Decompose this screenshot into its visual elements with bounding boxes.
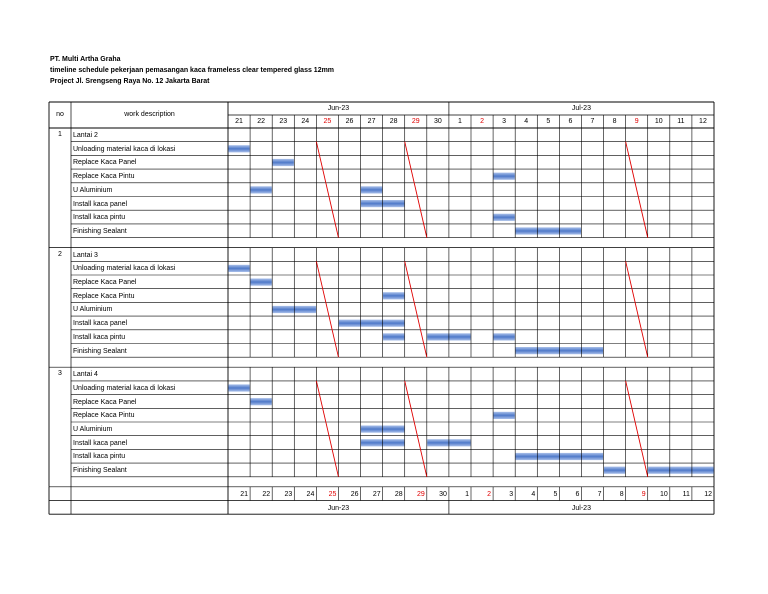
sunday-holiday-line — [316, 381, 338, 477]
document-subtitle: timeline schedule pekerjaan pemasangan kaca frameless clear tempered glass 12mm — [50, 67, 335, 74]
header-day: 21 — [235, 118, 243, 125]
schedule-bar — [361, 186, 382, 193]
footer-day: 30 — [439, 490, 447, 498]
sunday-holiday-line — [626, 381, 648, 477]
footer-month-jun: Jun-23 — [327, 504, 350, 512]
sunday-holiday-line — [316, 142, 338, 238]
schedule-bar — [250, 279, 271, 286]
schedule-bar — [493, 412, 514, 419]
task-label: U Aluminium — [73, 426, 113, 433]
section-title: Lantai 3 — [73, 251, 98, 259]
sunday-holiday-line — [316, 261, 338, 357]
footer-day: 23 — [284, 490, 293, 498]
header-work-description: work description — [124, 111, 175, 118]
section-number: 3 — [58, 370, 62, 378]
header-day: 6 — [568, 118, 573, 125]
header-day: 2 — [480, 118, 484, 125]
header-day: 26 — [345, 118, 354, 125]
sunday-holiday-line — [405, 381, 427, 477]
footer-day: 22 — [262, 490, 271, 498]
header-day: 22 — [257, 118, 266, 125]
schedule-bar — [383, 333, 404, 340]
header-day: 24 — [301, 118, 310, 125]
footer-day: 7 — [597, 490, 602, 498]
schedule-bar — [250, 186, 271, 193]
sunday-holiday-line — [626, 261, 648, 357]
task-label: Install kaca panel — [73, 320, 128, 328]
header-day: 30 — [433, 118, 442, 125]
task-label: Install kaca pintu — [73, 214, 126, 222]
project-address: Project Jl. Srengseng Raya No. 12 Jakarta Barat — [50, 78, 210, 85]
task-label: Finishing Sealant — [73, 467, 127, 475]
schedule-bar — [493, 173, 514, 180]
task-label: Replace Kaca Panel — [73, 398, 137, 406]
schedule-bar — [228, 384, 249, 391]
footer-day: 9 — [641, 490, 646, 498]
footer-day: 10 — [660, 490, 668, 498]
sunday-holiday-line — [626, 142, 648, 238]
task-label: Unloading material kaca di lokasi — [73, 384, 176, 392]
task-label: Unloading material kaca di lokasi — [73, 265, 176, 273]
schedule-bar — [250, 398, 271, 405]
header-day: 28 — [389, 118, 398, 125]
task-label: U Aluminium — [73, 186, 113, 194]
header-day: 4 — [524, 118, 529, 125]
header-day: 3 — [502, 118, 507, 125]
footer-day: 21 — [240, 490, 249, 498]
task-label: Install kaca panel — [73, 200, 128, 208]
schedule-bar — [648, 467, 713, 474]
header-day: 12 — [699, 118, 707, 125]
header-month-jul: Jul-23 — [571, 105, 591, 112]
header-day: 29 — [411, 118, 420, 125]
header-day: 23 — [279, 118, 288, 125]
sunday-holiday-line — [405, 142, 427, 238]
task-label: Replace Kaca Pintu — [73, 173, 135, 181]
task-label: Install kaca pintu — [73, 453, 126, 461]
task-label: Replace Kaca Pintu — [73, 292, 135, 300]
schedule-bar — [493, 214, 514, 221]
footer-day: 28 — [394, 490, 403, 498]
schedule-bar — [383, 292, 404, 299]
footer-day: 8 — [619, 490, 624, 498]
footer-day: 1 — [465, 490, 469, 498]
header-month-jun: Jun-23 — [327, 105, 350, 112]
schedule-bar — [273, 159, 294, 166]
header-day: 9 — [634, 118, 639, 125]
schedule-bar — [493, 333, 514, 340]
footer-day: 3 — [509, 490, 514, 498]
header-no: no — [56, 111, 64, 118]
header-day: 7 — [590, 118, 595, 125]
task-label: Finishing Sealant — [73, 347, 127, 355]
task-label: Install kaca panel — [73, 439, 128, 447]
section-title: Lantai 2 — [73, 132, 98, 139]
task-label: Unloading material kaca di lokasi — [73, 145, 176, 153]
footer-day: 29 — [417, 490, 425, 498]
header-day: 11 — [677, 118, 685, 125]
footer-day: 26 — [350, 490, 359, 498]
footer-day: 12 — [704, 490, 712, 498]
footer-day: 27 — [372, 490, 381, 498]
schedule-bar — [228, 265, 249, 272]
section-number: 2 — [58, 250, 62, 258]
footer-day: 24 — [306, 490, 315, 498]
footer-day: 11 — [682, 490, 690, 498]
footer-day: 4 — [531, 490, 536, 498]
schedule-bar — [516, 227, 581, 234]
task-label: Install kaca pintu — [73, 333, 126, 341]
task-label: Replace Kaca Panel — [73, 279, 137, 286]
section-title: Lantai 4 — [73, 371, 98, 379]
schedule-bar — [228, 145, 249, 152]
schedule-bar — [339, 320, 404, 327]
section-number: 1 — [58, 131, 62, 138]
header-day: 8 — [612, 118, 617, 125]
footer-day: 5 — [553, 490, 558, 498]
header-day: 25 — [323, 118, 332, 125]
footer-day: 25 — [328, 490, 337, 498]
header-day: 27 — [367, 118, 376, 125]
schedule-bar — [604, 467, 625, 474]
header-day: 5 — [546, 118, 551, 125]
sunday-holiday-line — [405, 261, 427, 357]
header-day: 1 — [457, 118, 462, 125]
task-label: Replace Kaca Panel — [73, 159, 137, 167]
task-label: U Aluminium — [73, 306, 113, 314]
header-day: 10 — [654, 118, 663, 125]
footer-day: 2 — [487, 490, 492, 498]
footer-day: 6 — [575, 490, 580, 498]
company-name: PT. Multi Artha Graha — [50, 56, 121, 63]
task-label: Finishing Sealant — [73, 227, 127, 235]
task-label: Replace Kaca Pintu — [73, 412, 135, 420]
footer-month-jul: Jul-23 — [571, 504, 591, 512]
